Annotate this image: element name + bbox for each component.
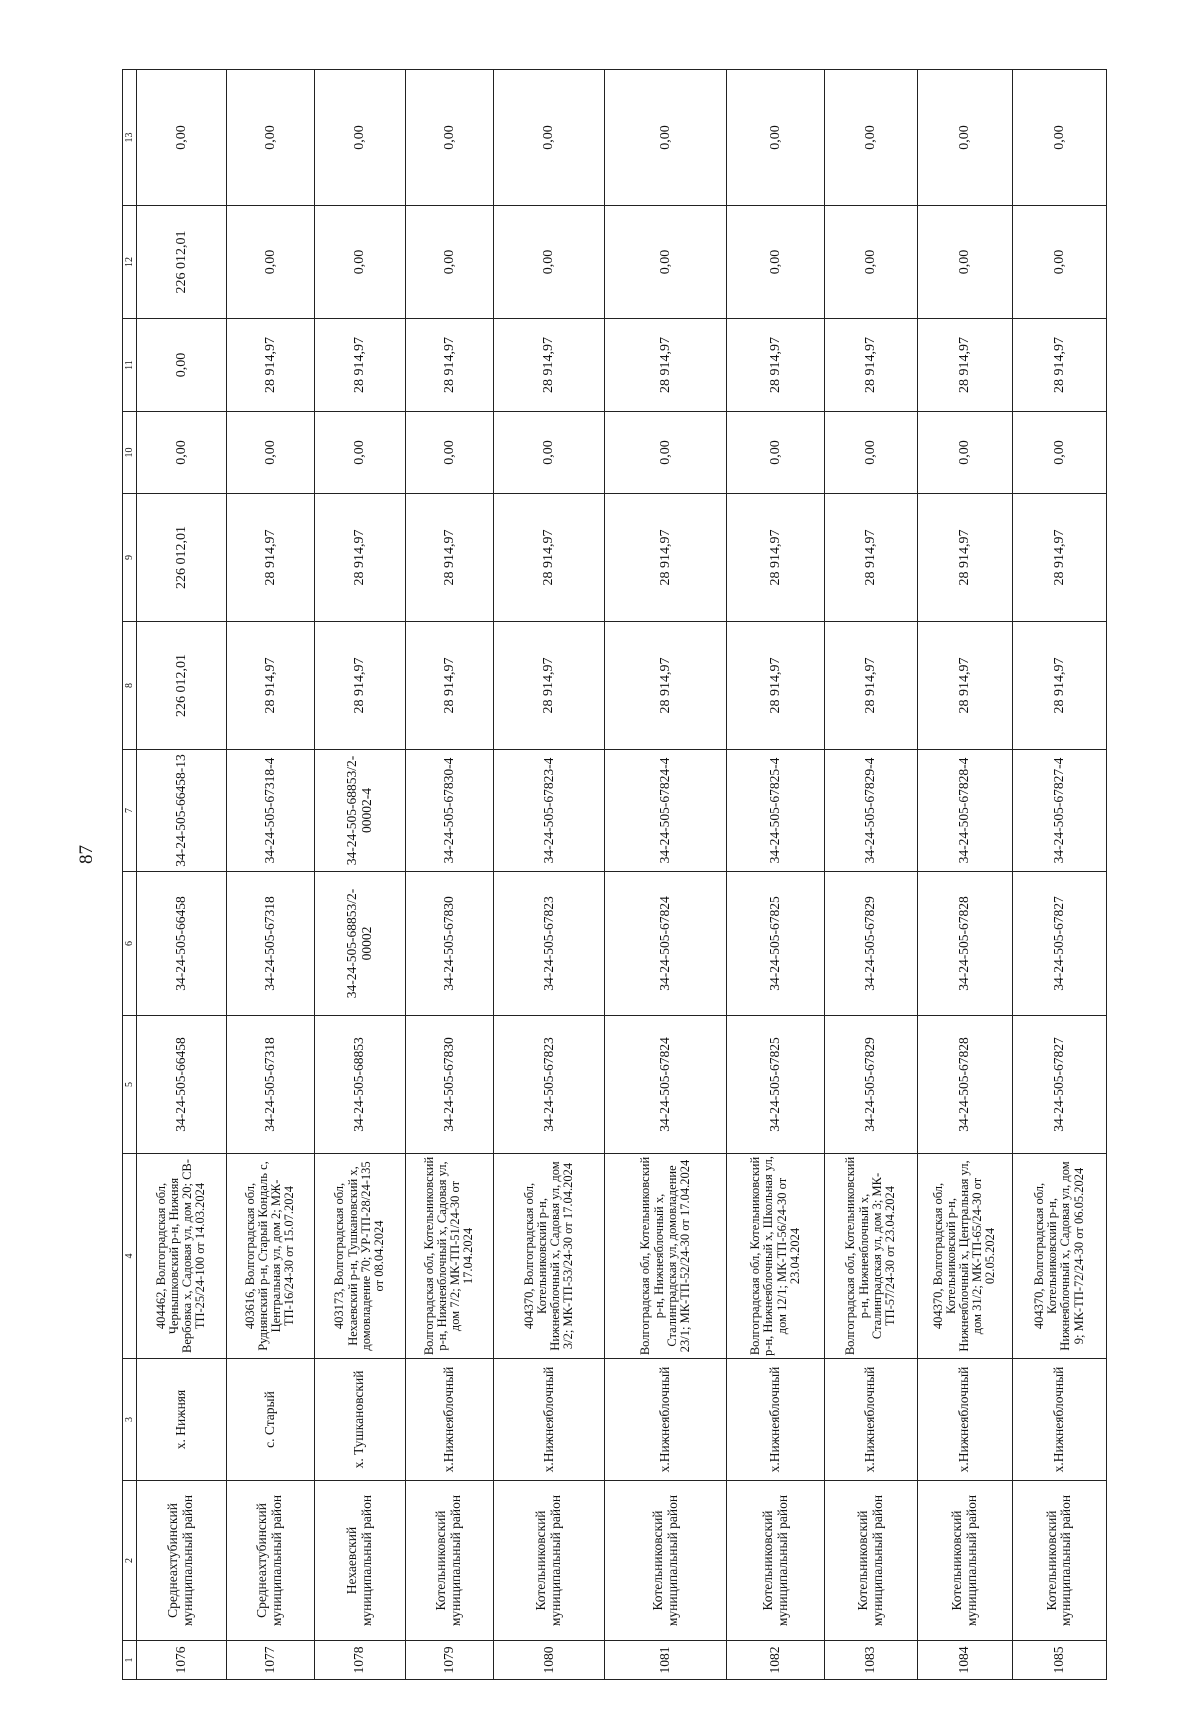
code-cell-6: 34-24-505-67830	[405, 872, 493, 1016]
amount-cell-11: 28 914,97	[405, 319, 493, 412]
code-cell-5: 34-24-505-67318	[226, 1016, 314, 1154]
address-cell: 404462, Волгоградская обл, Чернышковский р-н, Нижняя Вербовка х, Садовая ул, дом 20; СВ-ТП-25/24-100 от 14.03.2024	[137, 1154, 227, 1359]
amount-cell-9: 226 012,01	[137, 494, 227, 622]
amount-cell-9: 28 914,97	[604, 494, 726, 622]
amount-cell-11: 28 914,97	[493, 319, 604, 412]
col-header: 13	[123, 70, 137, 206]
row-number: 1085	[1012, 1641, 1106, 1680]
amount-cell-8: 226 012,01	[137, 622, 227, 750]
amount-cell-9: 28 914,97	[493, 494, 604, 622]
address-cell: 404370, Волгоградская обл, Котельниковский р-н, Нижнеяблочный х, Садовая ул, дом 3/2; МК-ТП-53/24-30 от 17.04.2024	[493, 1154, 604, 1359]
settlement-cell: х.Нижнеяблочный	[917, 1359, 1012, 1481]
district-cell: Котельниковский муниципальный район	[824, 1481, 917, 1641]
district-cell: Котельниковский муниципальный район	[727, 1481, 824, 1641]
code-cell-7: 34-24-505-67827-4	[1012, 750, 1106, 872]
amount-cell-12: 0,00	[604, 206, 726, 319]
table-row	[405, 70, 493, 1680]
code-cell-7: 34-24-505-67828-4	[917, 750, 1012, 872]
amount-cell-11: 28 914,97	[604, 319, 726, 412]
table-row	[1012, 70, 1106, 1680]
code-cell-6: 34-24-505-67318	[226, 872, 314, 1016]
code-cell-7: 34-24-505-67318-4	[226, 750, 314, 872]
amount-cell-10: 0,00	[917, 412, 1012, 494]
col-header: 7	[123, 750, 137, 872]
amount-cell-10: 0,00	[727, 412, 824, 494]
amount-cell-12: 0,00	[1012, 206, 1106, 319]
settlement-cell: х.Нижнеяблочный	[604, 1359, 726, 1481]
code-cell-5: 34-24-505-67830	[405, 1016, 493, 1154]
col-header: 5	[123, 1016, 137, 1154]
amount-cell-12: 0,00	[314, 206, 405, 319]
code-cell-6: 34-24-505-68853/2-00002	[314, 872, 405, 1016]
amount-cell-12: 0,00	[226, 206, 314, 319]
amount-cell-9: 28 914,97	[824, 494, 917, 622]
col-header: 10	[123, 412, 137, 494]
amount-cell-10: 0,00	[405, 412, 493, 494]
row-number: 1080	[493, 1641, 604, 1680]
amount-cell-8: 28 914,97	[1012, 622, 1106, 750]
address-cell: Волгоградская обл, Котельниковский р-н, Нижнеяблочный х, Сталинградская ул, дом 3; МК-ТП-57/24-30 от 23.04.2024	[824, 1154, 917, 1359]
table-row	[314, 70, 405, 1680]
code-cell-7: 34-24-505-67829-4	[824, 750, 917, 872]
code-cell-6: 34-24-505-67824	[604, 872, 726, 1016]
col-header: 12	[123, 206, 137, 319]
amount-cell-13: 0,00	[137, 70, 227, 206]
amount-cell-13: 0,00	[314, 70, 405, 206]
registry-table	[122, 69, 1107, 1680]
amount-cell-9: 28 914,97	[1012, 494, 1106, 622]
settlement-cell: х.Нижнеяблочный	[824, 1359, 917, 1481]
code-cell-5: 34-24-505-66458	[137, 1016, 227, 1154]
amount-cell-9: 28 914,97	[917, 494, 1012, 622]
amount-cell-9: 28 914,97	[405, 494, 493, 622]
amount-cell-9: 28 914,97	[226, 494, 314, 622]
amount-cell-8: 28 914,97	[314, 622, 405, 750]
table-row	[493, 70, 604, 1680]
row-number: 1082	[727, 1641, 824, 1680]
amount-cell-8: 28 914,97	[493, 622, 604, 750]
code-cell-5: 34-24-505-67824	[604, 1016, 726, 1154]
amount-cell-12: 0,00	[917, 206, 1012, 319]
col-header: 3	[123, 1359, 137, 1481]
amount-cell-11: 28 914,97	[314, 319, 405, 412]
header-row	[123, 70, 137, 1680]
settlement-cell: х.Нижнеяблочный	[493, 1359, 604, 1481]
amount-cell-8: 28 914,97	[824, 622, 917, 750]
amount-cell-11: 28 914,97	[1012, 319, 1106, 412]
col-header: 8	[123, 622, 137, 750]
settlement-cell: х.Нижнеяблочный	[1012, 1359, 1106, 1481]
address-cell: Волгоградская обл, Котельниковский р-н, Нижнеяблочный х, Сталинградская ул, домовладение 23/1; МК-ТП-52/24-30 от 17.04.2024	[604, 1154, 726, 1359]
code-cell-7: 34-24-505-67830-4	[405, 750, 493, 872]
code-cell-5: 34-24-505-68853	[314, 1016, 405, 1154]
amount-cell-13: 0,00	[226, 70, 314, 206]
code-cell-7: 34-24-505-67825-4	[727, 750, 824, 872]
amount-cell-10: 0,00	[604, 412, 726, 494]
amount-cell-13: 0,00	[604, 70, 726, 206]
amount-cell-12: 0,00	[493, 206, 604, 319]
rotated-table-wrapper	[122, 70, 1107, 1680]
amount-cell-10: 0,00	[493, 412, 604, 494]
settlement-cell: х. Нижняя	[137, 1359, 227, 1481]
amount-cell-11: 28 914,97	[917, 319, 1012, 412]
row-number: 1076	[137, 1641, 227, 1680]
code-cell-7: 34-24-505-68853/2-00002-4	[314, 750, 405, 872]
col-header: 4	[123, 1154, 137, 1359]
code-cell-7: 34-24-505-67823-4	[493, 750, 604, 872]
code-cell-5: 34-24-505-67823	[493, 1016, 604, 1154]
district-cell: Нехаевский муниципальный район	[314, 1481, 405, 1641]
code-cell-7: 34-24-505-66458-13	[137, 750, 227, 872]
col-header: 2	[123, 1481, 137, 1641]
code-cell-6: 34-24-505-66458	[137, 872, 227, 1016]
amount-cell-13: 0,00	[405, 70, 493, 206]
district-cell: Котельниковский муниципальный район	[1012, 1481, 1106, 1641]
district-cell: Среднеахтубинский муниципальный район	[137, 1481, 227, 1641]
row-number: 1078	[314, 1641, 405, 1680]
address-cell: 403616, Волгоградская обл, Руднянский р-н, Старый Кондаль с, Центральная ул, дом 2; МЖ-ТП-16/24-30 от 15.07.2024	[226, 1154, 314, 1359]
code-cell-5: 34-24-505-67828	[917, 1016, 1012, 1154]
amount-cell-9: 28 914,97	[727, 494, 824, 622]
col-header: 1	[123, 1641, 137, 1680]
amount-cell-13: 0,00	[493, 70, 604, 206]
amount-cell-8: 28 914,97	[604, 622, 726, 750]
row-number: 1084	[917, 1641, 1012, 1680]
settlement-cell: х.Нижнеяблочный	[405, 1359, 493, 1481]
amount-cell-11: 28 914,97	[824, 319, 917, 412]
row-number: 1077	[226, 1641, 314, 1680]
amount-cell-8: 28 914,97	[405, 622, 493, 750]
code-cell-5: 34-24-505-67829	[824, 1016, 917, 1154]
amount-cell-10: 0,00	[137, 412, 227, 494]
col-header: 6	[123, 872, 137, 1016]
amount-cell-13: 0,00	[727, 70, 824, 206]
address-cell: 404370, Волгоградская обл, Котельниковский р-н, Нижнеяблочный х, Центральная ул, дом 31/2; МК-ТП-65/24-30 от 02.05.2024	[917, 1154, 1012, 1359]
address-cell: 403173, Волгоградская обл, Нехаевский р-н, Тушкановский х, домовладение 70; УР-ТП-28/24-135 от 08.04.2024	[314, 1154, 405, 1359]
page-number: 87	[76, 845, 97, 864]
district-cell: Котельниковский муниципальный район	[493, 1481, 604, 1641]
code-cell-6: 34-24-505-67827	[1012, 872, 1106, 1016]
table-row	[137, 70, 227, 1680]
district-cell: Котельниковский муниципальный район	[917, 1481, 1012, 1641]
amount-cell-12: 226 012,01	[137, 206, 227, 319]
amount-cell-11: 0,00	[137, 319, 227, 412]
district-cell: Котельниковский муниципальный район	[604, 1481, 726, 1641]
amount-cell-9: 28 914,97	[314, 494, 405, 622]
address-cell: Волгоградская обл, Котельниковский р-н, Нижнеяблочный х, Школьная ул, дом 12/1; МК-ТП-56/24-30 от 23.04.2024	[727, 1154, 824, 1359]
table-row	[226, 70, 314, 1680]
code-cell-5: 34-24-505-67825	[727, 1016, 824, 1154]
settlement-cell: с. Старый	[226, 1359, 314, 1481]
table-row	[604, 70, 726, 1680]
settlement-cell: х.Нижнеяблочный	[727, 1359, 824, 1481]
code-cell-6: 34-24-505-67823	[493, 872, 604, 1016]
amount-cell-8: 28 914,97	[727, 622, 824, 750]
district-cell: Котельниковский муниципальный район	[405, 1481, 493, 1641]
amount-cell-11: 28 914,97	[226, 319, 314, 412]
district-cell: Среднеахтубинский муниципальный район	[226, 1481, 314, 1641]
address-cell: Волгоградская обл, Котельниковский р-н, Нижнеяблочный х, Садовая ул, дом 7/2; МК-ТП-51/24-30 от 17.04.2024	[405, 1154, 493, 1359]
code-cell-6: 34-24-505-67825	[727, 872, 824, 1016]
row-number: 1081	[604, 1641, 726, 1680]
amount-cell-10: 0,00	[1012, 412, 1106, 494]
amount-cell-13: 0,00	[1012, 70, 1106, 206]
amount-cell-12: 0,00	[405, 206, 493, 319]
amount-cell-10: 0,00	[314, 412, 405, 494]
code-cell-6: 34-24-505-67828	[917, 872, 1012, 1016]
amount-cell-11: 28 914,97	[727, 319, 824, 412]
table-row	[917, 70, 1012, 1680]
amount-cell-12: 0,00	[824, 206, 917, 319]
row-number: 1079	[405, 1641, 493, 1680]
amount-cell-13: 0,00	[917, 70, 1012, 206]
table-body	[137, 70, 1107, 1680]
amount-cell-8: 28 914,97	[917, 622, 1012, 750]
table-row	[727, 70, 824, 1680]
code-cell-7: 34-24-505-67824-4	[604, 750, 726, 872]
address-cell: 404370, Волгоградская обл, Котельниковский р-н, Нижнеяблочный х, Садовая ул, дом 9; МК-ТП-72/24-30 от 06.05.2024	[1012, 1154, 1106, 1359]
col-header: 11	[123, 319, 137, 412]
amount-cell-10: 0,00	[226, 412, 314, 494]
code-cell-6: 34-24-505-67829	[824, 872, 917, 1016]
settlement-cell: х. Тушкановский	[314, 1359, 405, 1481]
code-cell-5: 34-24-505-67827	[1012, 1016, 1106, 1154]
amount-cell-10: 0,00	[824, 412, 917, 494]
col-header: 9	[123, 494, 137, 622]
amount-cell-12: 0,00	[727, 206, 824, 319]
table-row	[824, 70, 917, 1680]
amount-cell-8: 28 914,97	[226, 622, 314, 750]
amount-cell-13: 0,00	[824, 70, 917, 206]
row-number: 1083	[824, 1641, 917, 1680]
